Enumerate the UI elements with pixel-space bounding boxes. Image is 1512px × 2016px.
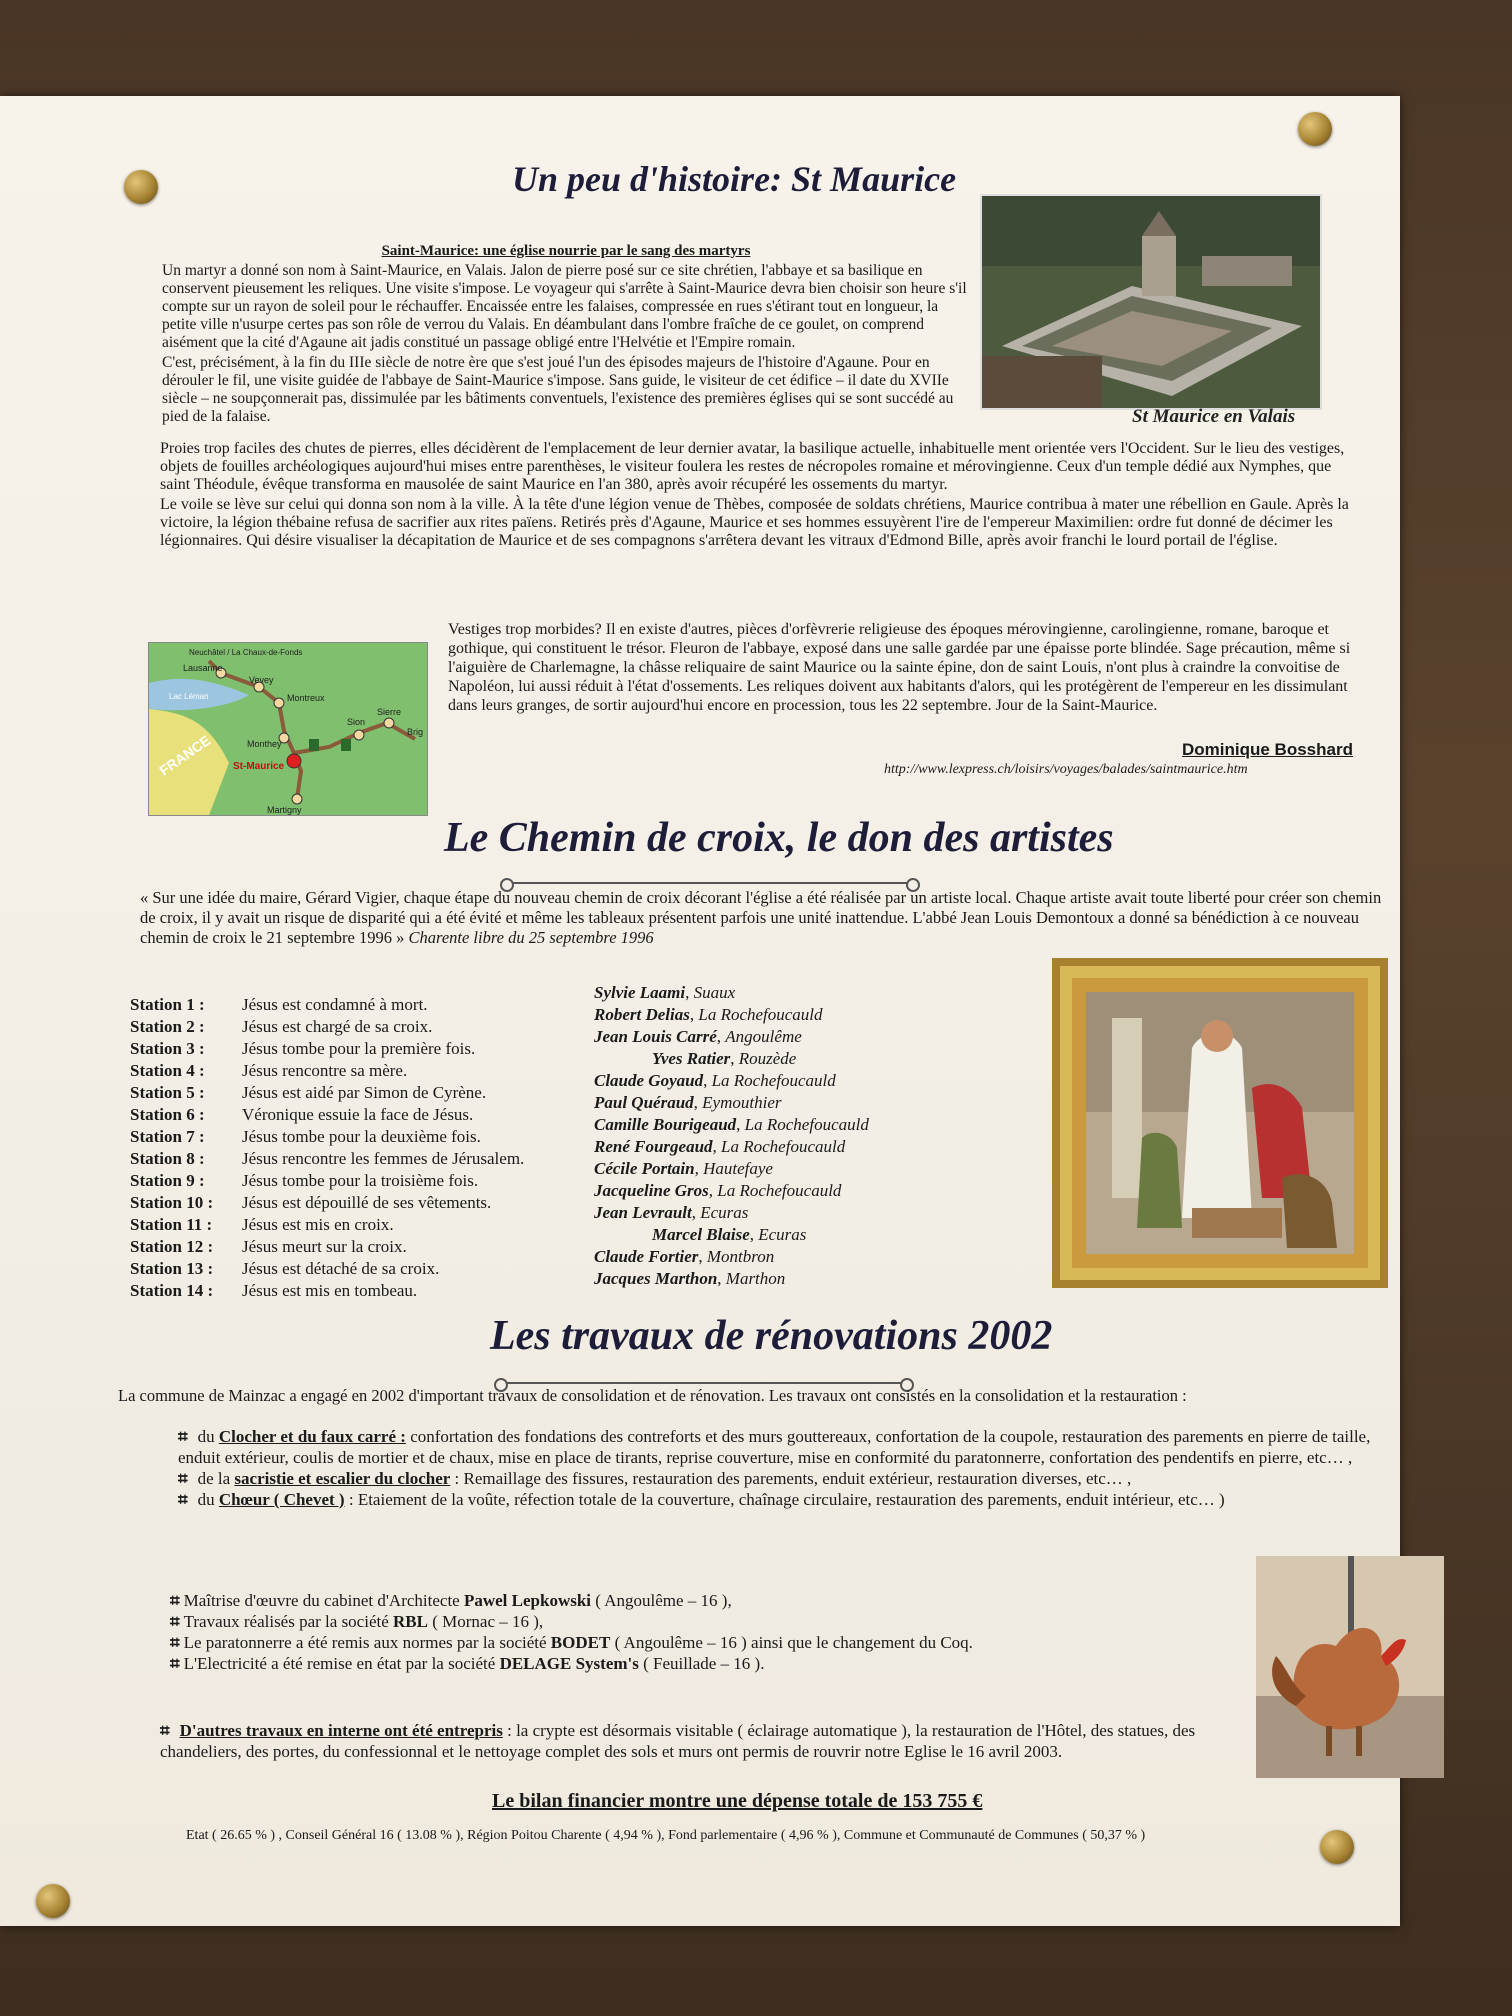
travaux-item-text: : Etaiement de la voûte, réfection totale de la couverture, chaînage circulaire, restauration des parements, enduit intérieur, etc… ) (344, 1490, 1225, 1509)
station-text: Jésus est mis en croix. (242, 1215, 394, 1234)
travaux-item-text: confortation des fondations des contreforts et des murs gouttereaux, confortation de la coupole, restauration des parements en pierre de taille, enduit extérieur, coulis de mortier et de chaux, mise en place de tirants, reprise couverture, mise en conformité du paratonnerre, confortation des pendentifs en pierre, etc… , (178, 1427, 1371, 1467)
station-text: Jésus est mis en tombeau. (242, 1281, 418, 1300)
credit-location: ( Angoulême – 16 ) ainsi que le changement du Coq. (610, 1633, 973, 1652)
artist-name: Claude Goyaud (594, 1071, 704, 1090)
station-text: Jésus tombe pour la deuxième fois. (242, 1127, 481, 1146)
station-label: Station 9 : (130, 1171, 205, 1190)
map-label: Vevey (249, 675, 274, 685)
station-text: Véronique essuie la face de Jésus. (242, 1105, 474, 1124)
history-paragraph: Proies trop faciles des chutes de pierres, elles décidèrent de l'emplacement de leur dernier avatar, la basilique actuelle, inhabituelle ment orientée vers l'Occident. Sur le lieu des vestiges, objets de fouilles archéologiques aujourd'hui mises entre parenthèses, le visiteur foulera les restes de nécropoles romaine et mérovingienne. Ceux d'un temple dédié aux Nymphes, que saint Théodule, évêque transforma en mausolée de saint Maurice en l'an 380, après avoir récupéré les ossements du martyr. (160, 440, 1345, 493)
quote-source: Charente libre du 25 septembre 1996 (408, 928, 654, 947)
artist-name: René Fourgeaud (594, 1137, 713, 1156)
travaux-item-pre: du (197, 1490, 215, 1509)
artist-row: Jacqueline Gros, La Rochefoucauld (594, 1181, 842, 1200)
artist-row: Cécile Portain, Hautefaye (594, 1159, 773, 1178)
artist-row: Robert Delias, La Rochefoucauld (594, 1005, 823, 1024)
bullet-icon: ⌗ (160, 1721, 170, 1740)
station-label: Station 11 : (130, 1215, 213, 1234)
map-label: St-Maurice (233, 761, 285, 772)
history-paragraph: Le voile se lève sur celui qui donna son nom à la ville. À la tête d'une légion venue de Thèbes, composée de soldats chrétiens, Maurice contribua à mater une rébellion en Gaule. Après la victoire, la légion thébaine refusa de sacrifier aux rites païens. Retirés près d'Agaune, Maurice et ses hommes essuyèrent l'ire de l'empereur Maximilien: ordre fut donné de décimer les légionnaires. Qui désire visualiser la décapitation de Maurice et de ses compagnons s'arrêtera devant les vitraux d'Edmond Bille, après avoir franchi le lourd portail de l'église. (160, 496, 1349, 549)
history-subtitle: Saint-Maurice: une église nourrie par le sang des martyrs (381, 243, 751, 259)
station-label: Station 14 : (130, 1281, 214, 1300)
travaux-intro: La commune de Mainzac a engagé en 2002 d'important travaux de consolidation et de rénovation. Les travaux ont consistés en la consolidation et la restauration : (118, 1386, 1187, 1405)
station-text: Jésus est dépouillé de ses vêtements. (242, 1193, 492, 1212)
artist-name: Jacques Marthon (594, 1269, 718, 1288)
station-row (130, 1016, 524, 1038)
artists-list (594, 982, 869, 1290)
map-label: Lac Léman (169, 692, 209, 701)
station-text: Jésus tombe pour la troisième fois. (242, 1171, 479, 1190)
screw-icon (36, 1884, 70, 1918)
station-text: Jésus est aidé par Simon de Cyrène. (242, 1083, 487, 1102)
travaux-item-key: sacristie et escalier du clocher (234, 1469, 451, 1488)
artist-name: Jean Louis Carré (594, 1027, 717, 1046)
bullet-icon: ⌗ (170, 1654, 180, 1673)
credit-company: BODET (550, 1633, 611, 1652)
station-row (130, 1126, 524, 1148)
artist-row: Claude Goyaud, La Rochefoucauld (594, 1071, 836, 1090)
quote-text: « Sur une idée du maire, Gérard Vigier, chaque étape du nouveau chemin de croix décorant l'église a été réalisée par un artiste local. Chaque artiste avait toute liberté pour créer son chemin de croix, il y avait un risque de disparité qui a été évité et même les tableaux présentent parfois une unité inattendue. L'abbé Jean Louis Demontoux a donné sa bénédiction à ce nouveau chemin de croix le 21 septembre 1996 » (140, 888, 1382, 947)
credit-company: DELAGE System's (499, 1654, 639, 1673)
credit-location: ( Feuillade – 16 ). (638, 1654, 765, 1673)
map-image (149, 643, 427, 815)
artist-row: Jean Levrault, Ecuras (594, 1203, 749, 1222)
credit-item (170, 1611, 1270, 1632)
other-works-text: : la crypte est désormais visitable ( éclairage automatique ), la restauration de l'Hôtel, des statues, des chandeliers, des portes, du confessionnal et le nettoyage complet des sols et murs ont permis de rouvrir notre Eglise le 16 avril 2003. (160, 1721, 1196, 1761)
artist-place: La Rochefoucauld (744, 1115, 869, 1134)
travaux-items (178, 1426, 1378, 1510)
credit-location: ( Angoulême – 16 ), (591, 1591, 732, 1610)
other-works-key: D'autres travaux en interne ont été entrepris (179, 1721, 503, 1740)
history-wide (160, 440, 1350, 564)
artist-row: René Fourgeaud, La Rochefoucauld (594, 1137, 846, 1156)
credit-text: L'Electricité a été remise en état par la société (183, 1654, 500, 1673)
travaux-title: Les travaux de rénovations 2002 (490, 1313, 1053, 1359)
map-label: Sierre (377, 707, 402, 717)
station-row (130, 1104, 524, 1126)
travaux-item-key: Chœur ( Chevet ) (218, 1490, 345, 1509)
credit-item (170, 1590, 1270, 1611)
travaux-item (178, 1489, 1378, 1510)
screw-icon (1320, 1830, 1354, 1864)
station-text: Jésus est détaché de sa croix. (242, 1259, 440, 1278)
station-text: Jésus est condamné à mort. (242, 995, 428, 1014)
station-row (130, 1258, 524, 1280)
credits-list (170, 1590, 1270, 1674)
map-label: Sion (347, 717, 366, 727)
artist-place: Ecuras (700, 1203, 749, 1222)
bullet-icon: ⌗ (170, 1633, 180, 1652)
station-text: Jésus rencontre les femmes de Jérusalem. (242, 1149, 525, 1168)
station-label: Station 4 : (130, 1061, 205, 1080)
history-paragraph: C'est, précisément, à la fin du IIIe siècle de notre ère que s'est joué l'un des épisodes majeurs de l'histoire d'Agaune. Pour en dérouler le fil, une visite guidée de l'abbaye de Saint-Maurice s'impose. Sans guide, le visiteur de cet édifice – il date du XVIIe siècle – ne soupçonnerait pas, dissimulée par les bâtiments conventuels, l'existence des premières églises qui se sont succédé au pied de la falaise. (162, 354, 954, 425)
station-label: Station 3 : (130, 1039, 205, 1058)
artist-name: Yves Ratier (652, 1049, 731, 1068)
artist-place: Angoulême (725, 1027, 802, 1046)
history-intro (162, 242, 970, 440)
station-row (130, 1060, 524, 1082)
map-label: Montreux (287, 693, 325, 703)
artist-row: Marcel Blaise, Ecuras (652, 1225, 807, 1244)
stations-list (130, 994, 524, 1302)
abbey-photo (980, 194, 1322, 410)
artist-place: Rouzède (738, 1049, 797, 1068)
artist-name: Paul Quéraud (594, 1093, 694, 1112)
screw-icon (1298, 112, 1332, 146)
station-label: Station 2 : (130, 1017, 205, 1036)
credit-text: Travaux réalisés par la société (183, 1612, 394, 1631)
artist-name: Sylvie Laami (594, 983, 686, 1002)
artist-place: Suaux (693, 983, 736, 1002)
financial-total: Le bilan financier montre une dépense totale de 153 755 € (492, 1790, 983, 1812)
station-painting (1052, 958, 1388, 1288)
station-text: Jésus tombe pour la première fois. (242, 1039, 476, 1058)
station-row (130, 1170, 524, 1192)
bullet-icon: ⌗ (178, 1427, 188, 1446)
funding-breakdown: Etat ( 26.65 % ) , Conseil Général 16 ( 13.08 % ), Région Poitou Charente ( 4,94 % ), Fond parlementaire ( 4,96 % ), Commune et Communauté de Communes ( 50,37 % ) (186, 1828, 1146, 1843)
station-row (130, 1148, 524, 1170)
artist-row: Paul Quéraud, Eymouthier (594, 1093, 782, 1112)
travaux-item-key: Clocher et du faux carré : (218, 1427, 406, 1446)
artist-place: Hautefaye (703, 1159, 773, 1178)
artist-place: Eymouthier (702, 1093, 782, 1112)
artist-place: La Rochefoucauld (711, 1071, 836, 1090)
bullet-icon: ⌗ (170, 1612, 180, 1631)
artist-name: Camille Bourigeaud (594, 1115, 737, 1134)
other-works (160, 1720, 1256, 1762)
map-label: Brig (407, 727, 424, 737)
painting-image (1052, 958, 1388, 1288)
artist-place: Marthon (725, 1269, 786, 1288)
bullet-icon: ⌗ (178, 1490, 188, 1509)
map-label: Martigny (267, 805, 302, 815)
station-label: Station 12 : (130, 1237, 214, 1256)
bullet-icon: ⌗ (170, 1591, 180, 1610)
artist-place: La Rochefoucauld (717, 1181, 842, 1200)
artist-place: Ecuras (758, 1225, 807, 1244)
station-label: Station 10 : (130, 1193, 214, 1212)
station-text: Jésus est chargé de sa croix. (242, 1017, 433, 1036)
map-label: FRANCE (156, 731, 214, 779)
station-row (130, 1038, 524, 1060)
travaux-item-pre: de la (197, 1469, 231, 1488)
travaux-item-pre: du (197, 1427, 215, 1446)
credit-location: ( Mornac – 16 ), (427, 1612, 544, 1631)
credit-text: Le paratonnerre a été remis aux normes par la société (183, 1633, 551, 1652)
map-label: Lausanne (183, 663, 223, 673)
abbey-photo-caption: St Maurice en Valais (1132, 406, 1296, 427)
artist-row: Claude Fortier, Montbron (594, 1247, 775, 1266)
station-label: Station 8 : (130, 1149, 205, 1168)
artist-name: Robert Delias (594, 1005, 690, 1024)
station-row (130, 1236, 524, 1258)
station-text: Jésus meurt sur la croix. (242, 1237, 407, 1256)
station-row (130, 1082, 524, 1104)
station-label: Station 7 : (130, 1127, 205, 1146)
artist-name: Cécile Portain (594, 1159, 695, 1178)
chemin-title: Le Chemin de croix, le don des artistes (444, 815, 1114, 861)
credit-item (170, 1653, 1270, 1674)
region-map (148, 642, 428, 816)
map-label: Neuchâtel / La Chaux-de-Fonds (189, 648, 303, 657)
station-label: Station 1 : (130, 995, 205, 1014)
artist-place: La Rochefoucauld (721, 1137, 846, 1156)
bullet-icon: ⌗ (178, 1469, 188, 1488)
artist-name: Marcel Blaise (652, 1225, 750, 1244)
artist-row: Jean Louis Carré, Angoulême (594, 1027, 802, 1046)
abbey-aerial-image (982, 196, 1320, 408)
artist-row: Camille Bourigeaud, La Rochefoucauld (594, 1115, 869, 1134)
station-label: Station 5 : (130, 1083, 205, 1102)
artist-name: Jean Levrault (594, 1203, 692, 1222)
map-label: Monthey (247, 739, 282, 749)
information-panel (0, 96, 1400, 1926)
artist-row: Yves Ratier, Rouzède (652, 1049, 797, 1068)
rooster-photo (1256, 1556, 1444, 1778)
travaux-item (178, 1426, 1378, 1468)
chemin-quote (140, 888, 1390, 948)
travaux-item-text: : Remaillage des fissures, restauration des parements, enduit extérieur, restauration diverses, etc… , (450, 1469, 1132, 1488)
rooster-image (1256, 1556, 1444, 1778)
station-row (130, 994, 524, 1016)
station-row (130, 1280, 524, 1302)
history-paragraph: Un martyr a donné son nom à Saint-Maurice, en Valais. Jalon de pierre posé sur ce site chrétien, l'abbaye et sa basilique en conservent pieusement les reliques. Une visite s'impose. Le voyageur qui s'arrête à Saint-Maurice devra bien choisir son heure s'il compte sur un rayon de soleil pour le réchauffer. Encaissée entre les falaises, compressée en rues s'étirant tout en longueur, la petite ville n'usurpe certes pas son rôle de verrou du Valais. En déambulant dans l'ombre fraîche de ce goulet, on comprend aisément que la cité d'Agaune ait jadis constitué un passage obligé entre l'Helvétie et l'Empire romain. (162, 262, 967, 351)
station-row (130, 1214, 524, 1236)
station-label: Station 6 : (130, 1105, 205, 1124)
history-title: Un peu d'histoire: St Maurice (512, 159, 957, 199)
artist-name: Jacqueline Gros (594, 1181, 709, 1200)
article-author: Dominique Bosshard (1182, 740, 1353, 759)
station-row (130, 1192, 524, 1214)
artist-place: Montbron (706, 1247, 775, 1266)
credit-company: RBL (393, 1612, 428, 1631)
screw-icon (124, 170, 158, 204)
artist-row: Jacques Marthon, Marthon (594, 1269, 786, 1288)
credit-company: Pawel Lepkowski (463, 1591, 592, 1610)
artist-place: La Rochefoucauld (698, 1005, 823, 1024)
credit-item (170, 1632, 1270, 1653)
credit-text: Maîtrise d'œuvre du cabinet d'Architecte (183, 1591, 464, 1610)
station-label: Station 13 : (130, 1259, 214, 1278)
source-url[interactable]: http://www.lexpress.ch/loisirs/voyages/balades/saintmaurice.htm (884, 762, 1248, 777)
artist-row: Sylvie Laami, Suaux (594, 983, 736, 1002)
history-treasure: Vestiges trop morbides? Il en existe d'autres, pièces d'orfèvrerie religieuse des époques mérovingienne, carolingienne, romane, baroque et gothique, qui constituent le trésor. Fleuron de l'abbaye, exposé dans une salle gardée par une épaisse porte blindée. Sage précaution, même si l'aiguière de Charlemagne, la châsse reliquaire de saint Maurice ou la sainte épine, don de saint Louis, n'ont plus à craindre la convoitise de Napoléon, lui aussi réduit à l'état d'ossements. Les reliques doivent aux habitants d'alors, qui les protégèrent de l'empereur en les dissimulant dans leurs granges, de sortir aujourd'hui encore en procession, tous les 22 septembre. Jour de la Saint-Maurice. (448, 621, 1351, 714)
station-text: Jésus rencontre sa mère. (242, 1061, 408, 1080)
travaux-item (178, 1468, 1378, 1489)
artist-name: Claude Fortier (594, 1247, 699, 1266)
